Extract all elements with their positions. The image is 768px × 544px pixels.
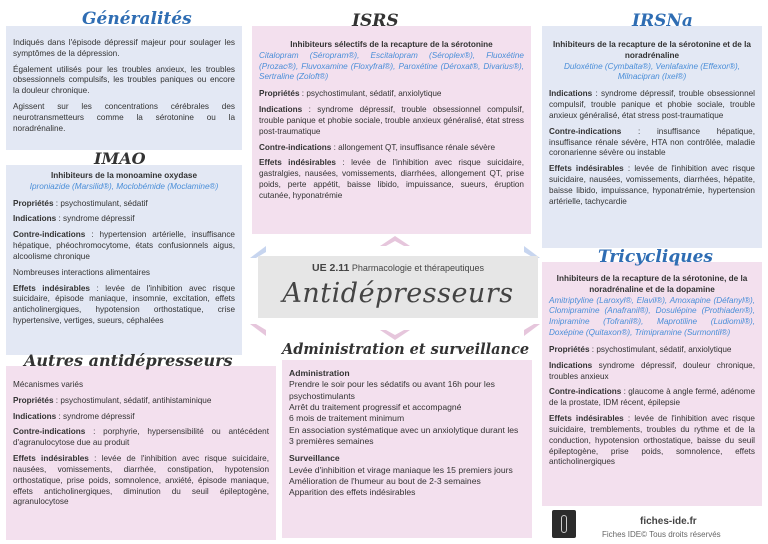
tricycliques-subtitle: Inhibiteurs de la recapture de la sérotonine, de la noradrénaline et de la dopamine <box>556 274 748 294</box>
admin-item-4: En association systématique avec un anxiolytique durant les 3 premières semaines <box>289 424 519 447</box>
irsna-subtitle: Inhibiteurs de la recapture de la sérotonine et de la noradrénaline <box>553 40 751 60</box>
tricycliques-drugs: Amitriptyline (Laroxyl®, Elavil®), Amoxapine (Défanyl®), Clomipramine (Anafranil®), Dosulépine (Prothiaden®), Imipramine (Tofranil®), Maprotiline (Ludiomil®), Doxépine (Quitaxon®), Trimipramine (Surmontil®) <box>549 295 755 338</box>
isrs-subtitle: Inhibiteurs sélectifs de la recapture de la sérotonine <box>290 40 493 49</box>
imao-indications: Indications : syndrome dépressif <box>13 214 135 224</box>
tricycliques-proprietes: Propriétés : psychostimulant, sédatif, anxiolytique <box>549 344 732 354</box>
admin-title: Administration et surveillance <box>282 341 530 358</box>
footer-url[interactable]: fiches-ide.fr <box>640 516 697 527</box>
tricycliques-effets: Effets indésirables : levée de l'inhibition avec risque suicidaire, tremblements, troubles du rythme et de la conduction, hypotension orthostatique, baisse du seuil épileptogène, prise poids, somnolence, effets anticholinergiques <box>549 414 755 467</box>
autres-contre-indications: Contre-indications : porphyrie, hypersensibilité ou antécédent d'agranulocytose due au produit <box>13 427 269 448</box>
imao-proprietes: Propriétés : psychostimulant, sédatif <box>13 198 148 208</box>
autres-indications: Indications : syndrome dépressif <box>13 411 135 421</box>
imao-drugs: Iproniazide (Marsilid®), Moclobémide (Moclamine®) <box>29 181 219 191</box>
autres-mecanismes: Mécanismes variés <box>13 380 84 389</box>
arrow-down-icon <box>380 330 410 340</box>
autres-box <box>6 366 276 540</box>
isrs-proprietes: Propriétés : psychostimulant, sédatif, anxiolytique <box>259 89 442 99</box>
tricycliques-indications: Indications syndrome dépressif, douleur chronique, troubles anxieux <box>549 360 755 381</box>
imao-interactions: Nombreuses interactions alimentaires <box>13 267 150 277</box>
isrs-effets: Effets indésirables : levée de l'inhibition avec risque suicidaire, gastralgies, nausées, vomissements, diarrhées, allongement QT, prise poids, perte appétit, baisse libido, impuissance, sueurs, éruption cutanée, hyponatrémie <box>259 158 524 200</box>
isrs-indications: Indications : syndrome dépressif, trouble obsessionnel compulsif, trouble panique et phobie sociale, trouble anxieux généralisé, état stress post-traumatique <box>259 105 524 136</box>
arrow-left-down-icon <box>250 324 266 336</box>
surveillance-item-3: Apparition des effets indésirables <box>289 487 416 498</box>
irsna-contre-indications: Contre-indications : insuffisance hépatique, insuffisance rénale sévère, HTA non contrôlée, maladie coronarienne sévère ou instable <box>549 126 755 158</box>
generalites-title: Généralités <box>82 9 192 29</box>
irsna-drugs: Duloxétine (Cymbalta®), Venlafaxine (Effexor®), Milnacipran (Ixel®) <box>563 61 741 82</box>
generalites-p3: Agissent sur les concentrations cérébrales des neurotransmetteurs comme la sérotonine ou la noradrénaline. <box>13 102 235 133</box>
center-panel <box>258 256 538 318</box>
autres-title: Autres antidépresseurs <box>24 351 233 370</box>
ue-label: UE 2.11 Pharmacologie et thérapeutiques <box>312 262 484 274</box>
surveillance-label: Surveillance <box>289 453 340 464</box>
imao-title: IMAO <box>94 149 146 168</box>
footer-copyright: Fiches IDE© Tous droits réservés <box>602 530 721 539</box>
tricycliques-contre-indications: Contre-indications : glaucome à angle fermé, adénome de la prostate, IDM récent, épilepsie <box>549 387 755 408</box>
irsna-box <box>542 26 762 248</box>
irsna-indications: Indications : syndrome dépressif, trouble obsessionnel compulsif, trouble panique et phobie sociale, trouble anxieux généralisé, état stress post-traumatique <box>549 89 755 120</box>
admin-box <box>282 360 532 538</box>
imao-box <box>6 165 242 355</box>
isrs-box <box>252 26 531 234</box>
surveillance-item-2: Amélioration de l'humeur au bout de 2-3 semaines <box>289 476 481 487</box>
isrs-title: ISRS <box>352 11 399 31</box>
generalites-p1: Indiqués dans l'épisode dépressif majeur pour soulager les symptômes de la dépression. <box>13 38 235 58</box>
admin-item-3: 6 mois de traitement minimum <box>289 413 405 424</box>
imao-effets: Effets indésirables : levée de l'inhibition avec risque suicidaire, épisode maniaque, insomnie, excitation, effets anticholinergiques, hypotension orthostatique, crise hypertensive, vertiges, sueurs, céphalées <box>13 283 235 326</box>
surveillance-item-1: Levée d'inhibition et virage maniaque les 15 premiers jours <box>289 464 513 475</box>
generalites-box <box>6 26 242 150</box>
isrs-drugs: Citalopram (Séropram®), Escitalopram (Séroplex®), Fluoxétine (Prozac®), Fluvoxamine (Floxyfral®), Paroxétine (Déroxat®, Divarius®), Sertraline (Zoloft®) <box>259 50 524 82</box>
arrow-right-down-icon <box>524 324 540 336</box>
generalites-p2: Également utilisés pour les troubles anxieux, les troubles obsessionnels compulsifs, les troubles paniques ou encore la douleur chronique. <box>13 64 235 96</box>
irsna-effets: Effets indésirables : levée de l'inhibition avec risque suicidaire, nausées, vomissements, diarrhées, hépatite, baisse libido, impuissance, hyponatrémie, hypertension artérielle, tachycardie <box>549 164 755 206</box>
administration-label: Administration <box>289 368 350 378</box>
main-title: Antidépresseurs <box>282 278 514 309</box>
tricycliques-box <box>542 262 762 506</box>
admin-item-1: Prendre le soir pour les sédatifs ou avant 16h pour les psychostimulants <box>289 379 495 401</box>
arrow-up-icon <box>380 236 410 246</box>
imao-subtitle: Inhibiteurs de la monoamine oxydase <box>50 171 198 180</box>
tricycliques-title: Tricycliques <box>598 247 713 267</box>
imao-contre-indications: Contre-indications : hypertension artérielle, insuffisance hépatique, phéochromocytome, états confusionnels aigus, alcoolisme chronique <box>13 230 235 261</box>
admin-item-2: Arrêt du traitement progressif et accompagné <box>289 402 462 413</box>
fiches-ide-logo <box>552 510 576 538</box>
autres-proprietes: Propriétés : psychostimulant, sédatif, antihistaminique <box>13 395 212 405</box>
irsna-title: IRSNa <box>632 11 693 31</box>
autres-effets: Effets indésirables : levée de l'inhibition avec risque suicidaire, nausées, vomissements, diarrhée, constipation, hypotension orthostatique, prise poids, somnolence, anxiété, épisode maniaque, effets anticholinergiques, diminution du seuil épileptogène, agranulocytose <box>13 454 269 507</box>
isrs-contre-indications: Contre-indications : allongement QT, insuffisance rénale sévère <box>259 142 496 152</box>
